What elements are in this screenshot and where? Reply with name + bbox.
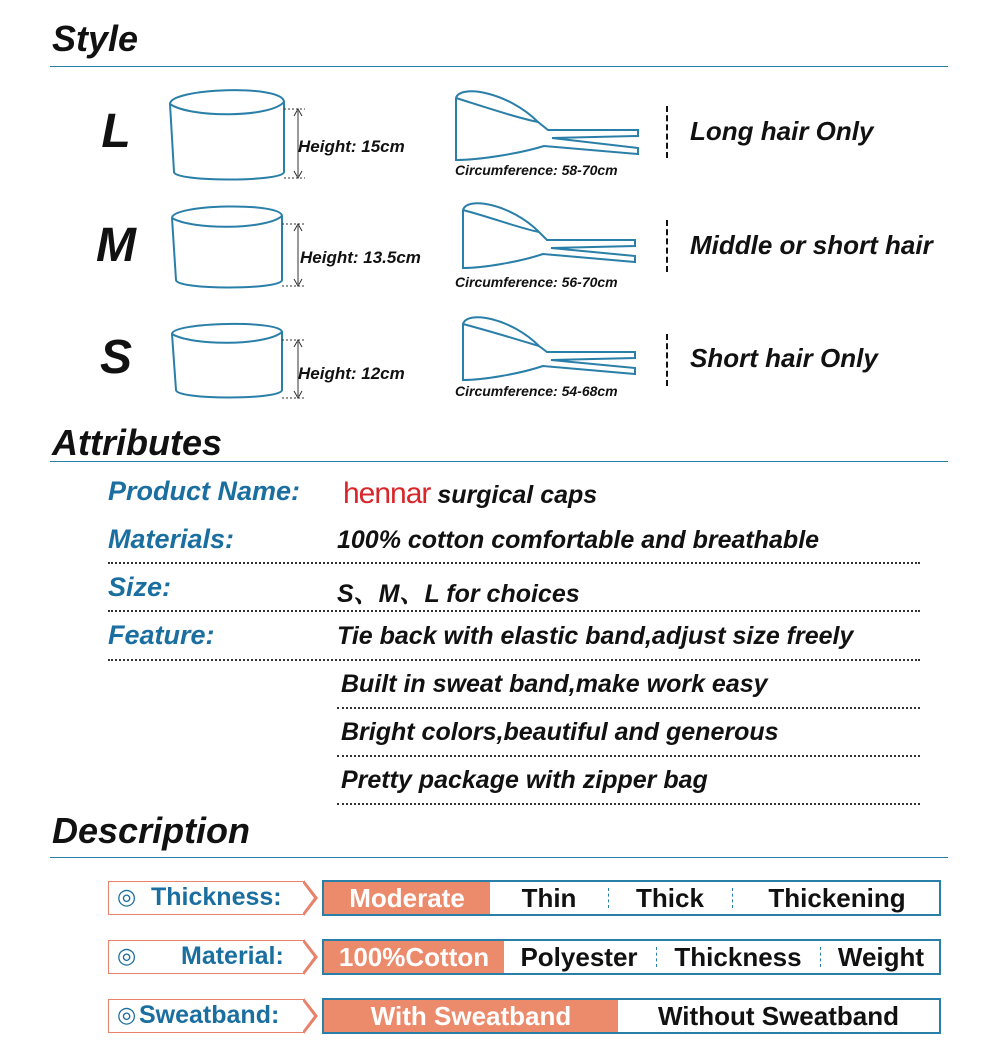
material-label-text: Material: — [181, 942, 284, 970]
product-name-text: surgical caps — [437, 481, 598, 509]
option-thickness[interactable]: Thickness — [674, 942, 802, 972]
option-cotton-selected[interactable]: 100%Cotton — [324, 941, 504, 973]
dotted-separator — [337, 707, 920, 709]
height-label-l: Height: 15cm — [298, 137, 405, 156]
size-key: Size: — [108, 572, 172, 602]
cap-side-illustration-s — [455, 310, 645, 386]
dotted-separator — [337, 803, 920, 805]
materials-value: 100% cotton comfortable and breathable — [337, 526, 820, 554]
cap-front-illustration-l — [160, 82, 310, 186]
bullet-circle-icon: ◎ — [117, 943, 137, 968]
option-without-sweatband[interactable]: Without Sweatband — [658, 1001, 899, 1031]
divider-m — [666, 220, 668, 272]
circumference-label-s: Circumference: 54-68cm — [455, 383, 618, 399]
material-options — [322, 939, 941, 975]
circumference-label-l: Circumference: 58-70cm — [455, 162, 618, 178]
dotted-separator — [108, 659, 920, 661]
sweatband-label-text: Sweatband: — [139, 1001, 280, 1029]
dotted-separator — [108, 562, 920, 564]
cap-side-illustration-l — [448, 84, 648, 164]
dotted-separator — [337, 755, 920, 757]
feature-item: Built in sweat band,make work easy — [341, 670, 768, 698]
option-thick[interactable]: Thick — [636, 883, 704, 913]
option-with-sweatband-selected[interactable]: With Sweatband — [324, 1000, 618, 1032]
height-label-m: Height: 13.5cm — [300, 248, 421, 267]
divider-l — [666, 106, 668, 158]
hair-label-m: Middle or short hair — [690, 230, 933, 260]
cap-front-illustration-m — [162, 200, 312, 296]
description-section-title: Description — [52, 810, 251, 851]
bullet-circle-icon: ◎ — [117, 1002, 137, 1027]
sweatband-options — [322, 998, 941, 1034]
hair-label-s: Short hair Only — [690, 343, 878, 373]
size-letter-l: L — [101, 105, 131, 158]
thickness-options — [322, 880, 941, 916]
bullet-circle-icon: ◎ — [117, 884, 137, 909]
hair-label-l: Long hair Only — [690, 116, 874, 146]
size-letter-s: S — [99, 331, 132, 384]
dotted-separator — [108, 610, 920, 612]
sweatband-label — [108, 999, 304, 1033]
option-weight[interactable]: Weight — [837, 942, 925, 972]
feature-key: Feature: — [108, 620, 215, 650]
product-name-value — [343, 477, 597, 511]
option-thickening[interactable]: Thickening — [768, 883, 906, 913]
size-letter-m: M — [96, 219, 136, 272]
thickness-label-text: Thickness: — [151, 883, 282, 911]
thickness-label — [108, 881, 304, 915]
product-name-key: Product Name: — [108, 476, 301, 506]
material-label — [108, 940, 304, 974]
circumference-label-m: Circumference: 56-70cm — [455, 274, 618, 290]
style-section-title: Style — [52, 18, 139, 59]
style-section-rule — [50, 66, 948, 67]
brand-logo: hennar — [343, 477, 431, 510]
height-label-s: Height: 12cm — [298, 364, 405, 383]
cap-front-illustration-s — [162, 318, 312, 406]
feature-item: Pretty package with zipper bag — [341, 766, 708, 794]
attributes-section-rule — [50, 461, 948, 462]
description-section-rule — [50, 857, 948, 858]
size-value: S、M、L for choices — [337, 580, 580, 608]
feature-item: Bright colors,beautiful and generous — [341, 718, 779, 746]
option-moderate-selected[interactable]: Moderate — [324, 882, 490, 914]
option-thin[interactable]: Thin — [521, 883, 577, 913]
attributes-section-title: Attributes — [52, 422, 222, 463]
divider-s — [666, 334, 668, 386]
option-polyester[interactable]: Polyester — [520, 942, 638, 972]
materials-key: Materials: — [108, 524, 235, 554]
cap-side-illustration-m — [455, 196, 645, 274]
feature-item: Tie back with elastic band,adjust size freely — [337, 622, 854, 650]
